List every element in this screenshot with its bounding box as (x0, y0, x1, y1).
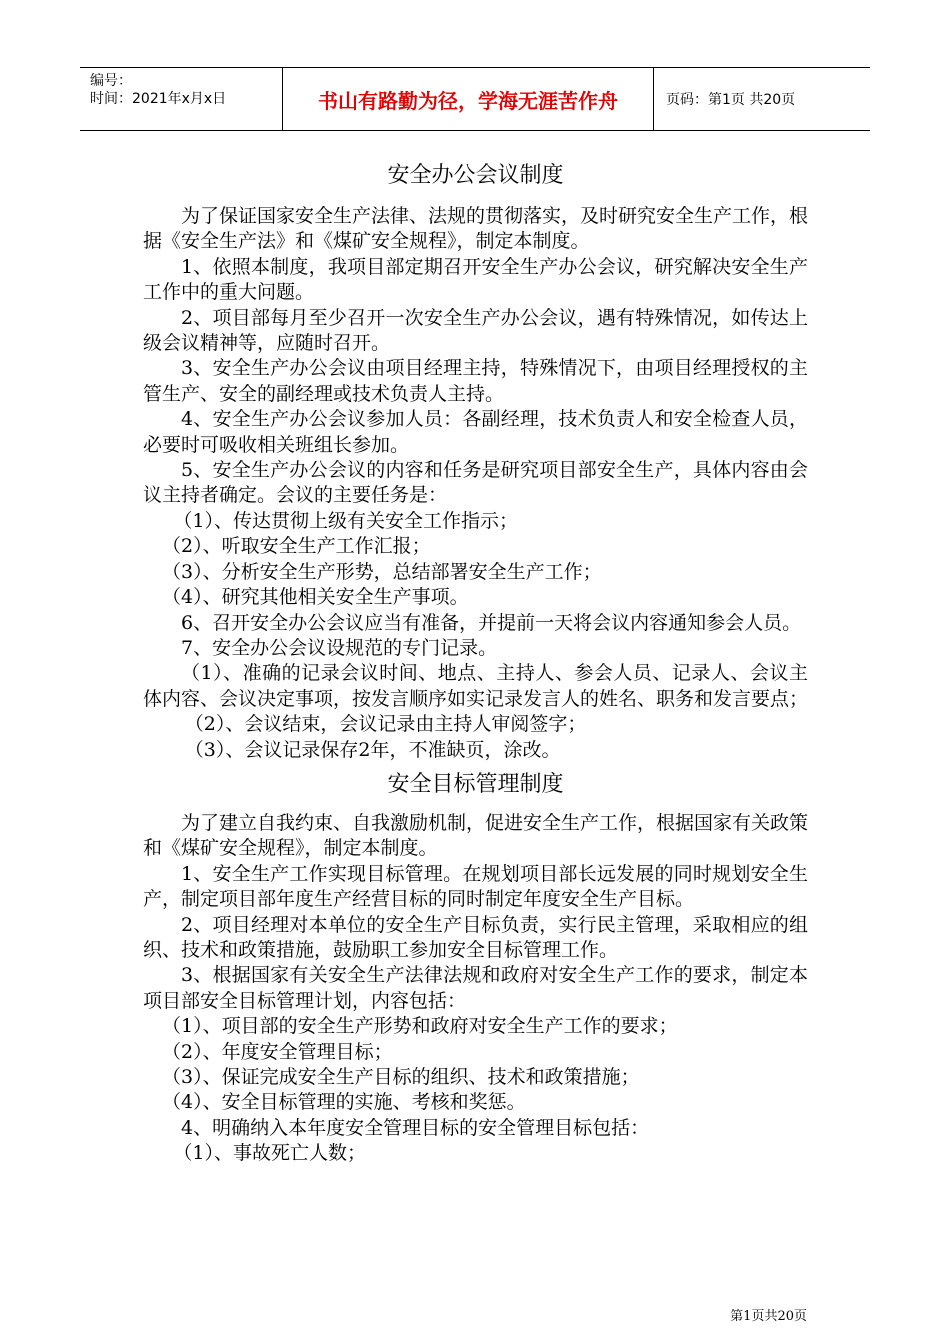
list-item: （1）、传达贯彻上级有关安全工作指示； (173, 509, 518, 532)
paragraph: 4、明确纳入本年度安全管理目标的安全管理目标包括： (181, 1116, 650, 1139)
paragraph: 3、根据国家有关安全生产法律法规和政府对安全生产工作的要求，制定本项目部安全目标管理计划，内容包括： (143, 964, 808, 1012)
list-item: （4）、安全目标管理的实施、考核和奖惩。 (162, 1091, 526, 1114)
list-item: （1）、事故死亡人数； (173, 1142, 366, 1165)
document-number-label: 编号： (90, 73, 132, 89)
paragraph: 为了建立自我约束、自我激励机制，促进安全生产工作，根据国家有关政策和《煤矿安全规程》，制定本制度。 (143, 811, 809, 860)
paragraph: 3、安全生产办公会议由项目经理主持，特殊情况下，由项目经理授权的主管生产、安全的副经理或技术负责人主持。 (143, 357, 808, 405)
paragraph: 2、项目经理对本单位的安全生产目标负责，实行民主管理，采取相应的组织、技术和政策措施，鼓励职工参加安全目标管理工作。 (143, 913, 808, 961)
paragraph: 4、安全生产办公会议参加人员：各副经理，技术负责人和安全检查人员，必要时可吸收相关班组长参加。 (143, 408, 808, 456)
list-item: （4）、研究其他相关安全生产事项。 (162, 586, 469, 609)
paragraph: 为了保证国家安全生产法律、法规的贯彻落实，及时研究安全生产工作，根据《安全生产法》和《煤矿安全规程》，制定本制度。 (143, 205, 809, 253)
list-item: （1）、项目部的安全生产形势和政府对安全生产工作的要求； (162, 1015, 678, 1038)
list-item: （2）、听取安全生产工作汇报； (162, 535, 431, 558)
paragraph: 1、安全生产工作实现目标管理。在规划项目部长远发展的同时规划安全生产，制定项目部年度生产经营目标的同时制定年度安全生产目标。 (143, 862, 808, 911)
paragraph: 7、安全办公会议设规范的专门记录。 (181, 636, 498, 659)
paragraph: 6、召开安全办公会议应当有准备，并提前一天将会议内容通知参会人员。 (181, 611, 802, 634)
header-page-info: 页码：第1页 共20页 (666, 92, 796, 108)
header-meta (80, 68, 282, 130)
page-header (80, 67, 870, 131)
header-motto: 书山有路勤为径，学海无涯苦作舟 (282, 68, 654, 130)
section-title: 安全目标管理制度 (387, 771, 564, 797)
list-item: （2）、年度安全管理目标； (162, 1040, 393, 1063)
page-footer: 第1页共20页 (730, 1309, 807, 1324)
paragraph: 2、项目部每月至少召开一次安全生产办公会议，遇有特殊情况，如传达上级会议精神等，应随时召开。 (143, 306, 808, 355)
section-title: 安全办公会议制度 (387, 163, 564, 188)
document-date: 时间：2021年x月x日 (90, 91, 227, 107)
list-item: （2）、会议结束，会议记录由主持人审阅签字； (184, 713, 587, 736)
list-item: （3）、保证完成安全生产目标的组织、技术和政策措施； (162, 1066, 640, 1088)
paragraph: 5、安全生产办公会议的内容和任务是研究项目部安全生产，具体内容由会议主持者确定。会议的主要任务是： (143, 459, 808, 507)
list-item: （3）、会议记录保存2年，不准缺页，涂改。 (184, 738, 561, 761)
document-body (143, 160, 808, 1167)
paragraph: 1、依照本制度，我项目部定期召开安全生产办公会议，研究解决安全生产工作中的重大问题。 (143, 255, 808, 304)
paragraph: （1）、准确的记录会议时间、地点、主持人、参会人员、记录人、会议主体内容、会议决定事项，按发言顺序如实记录发言人的姓名、职务和发言要点； (143, 662, 809, 710)
list-item: （3）、分析安全生产形势，总结部署安全生产工作； (162, 560, 602, 583)
